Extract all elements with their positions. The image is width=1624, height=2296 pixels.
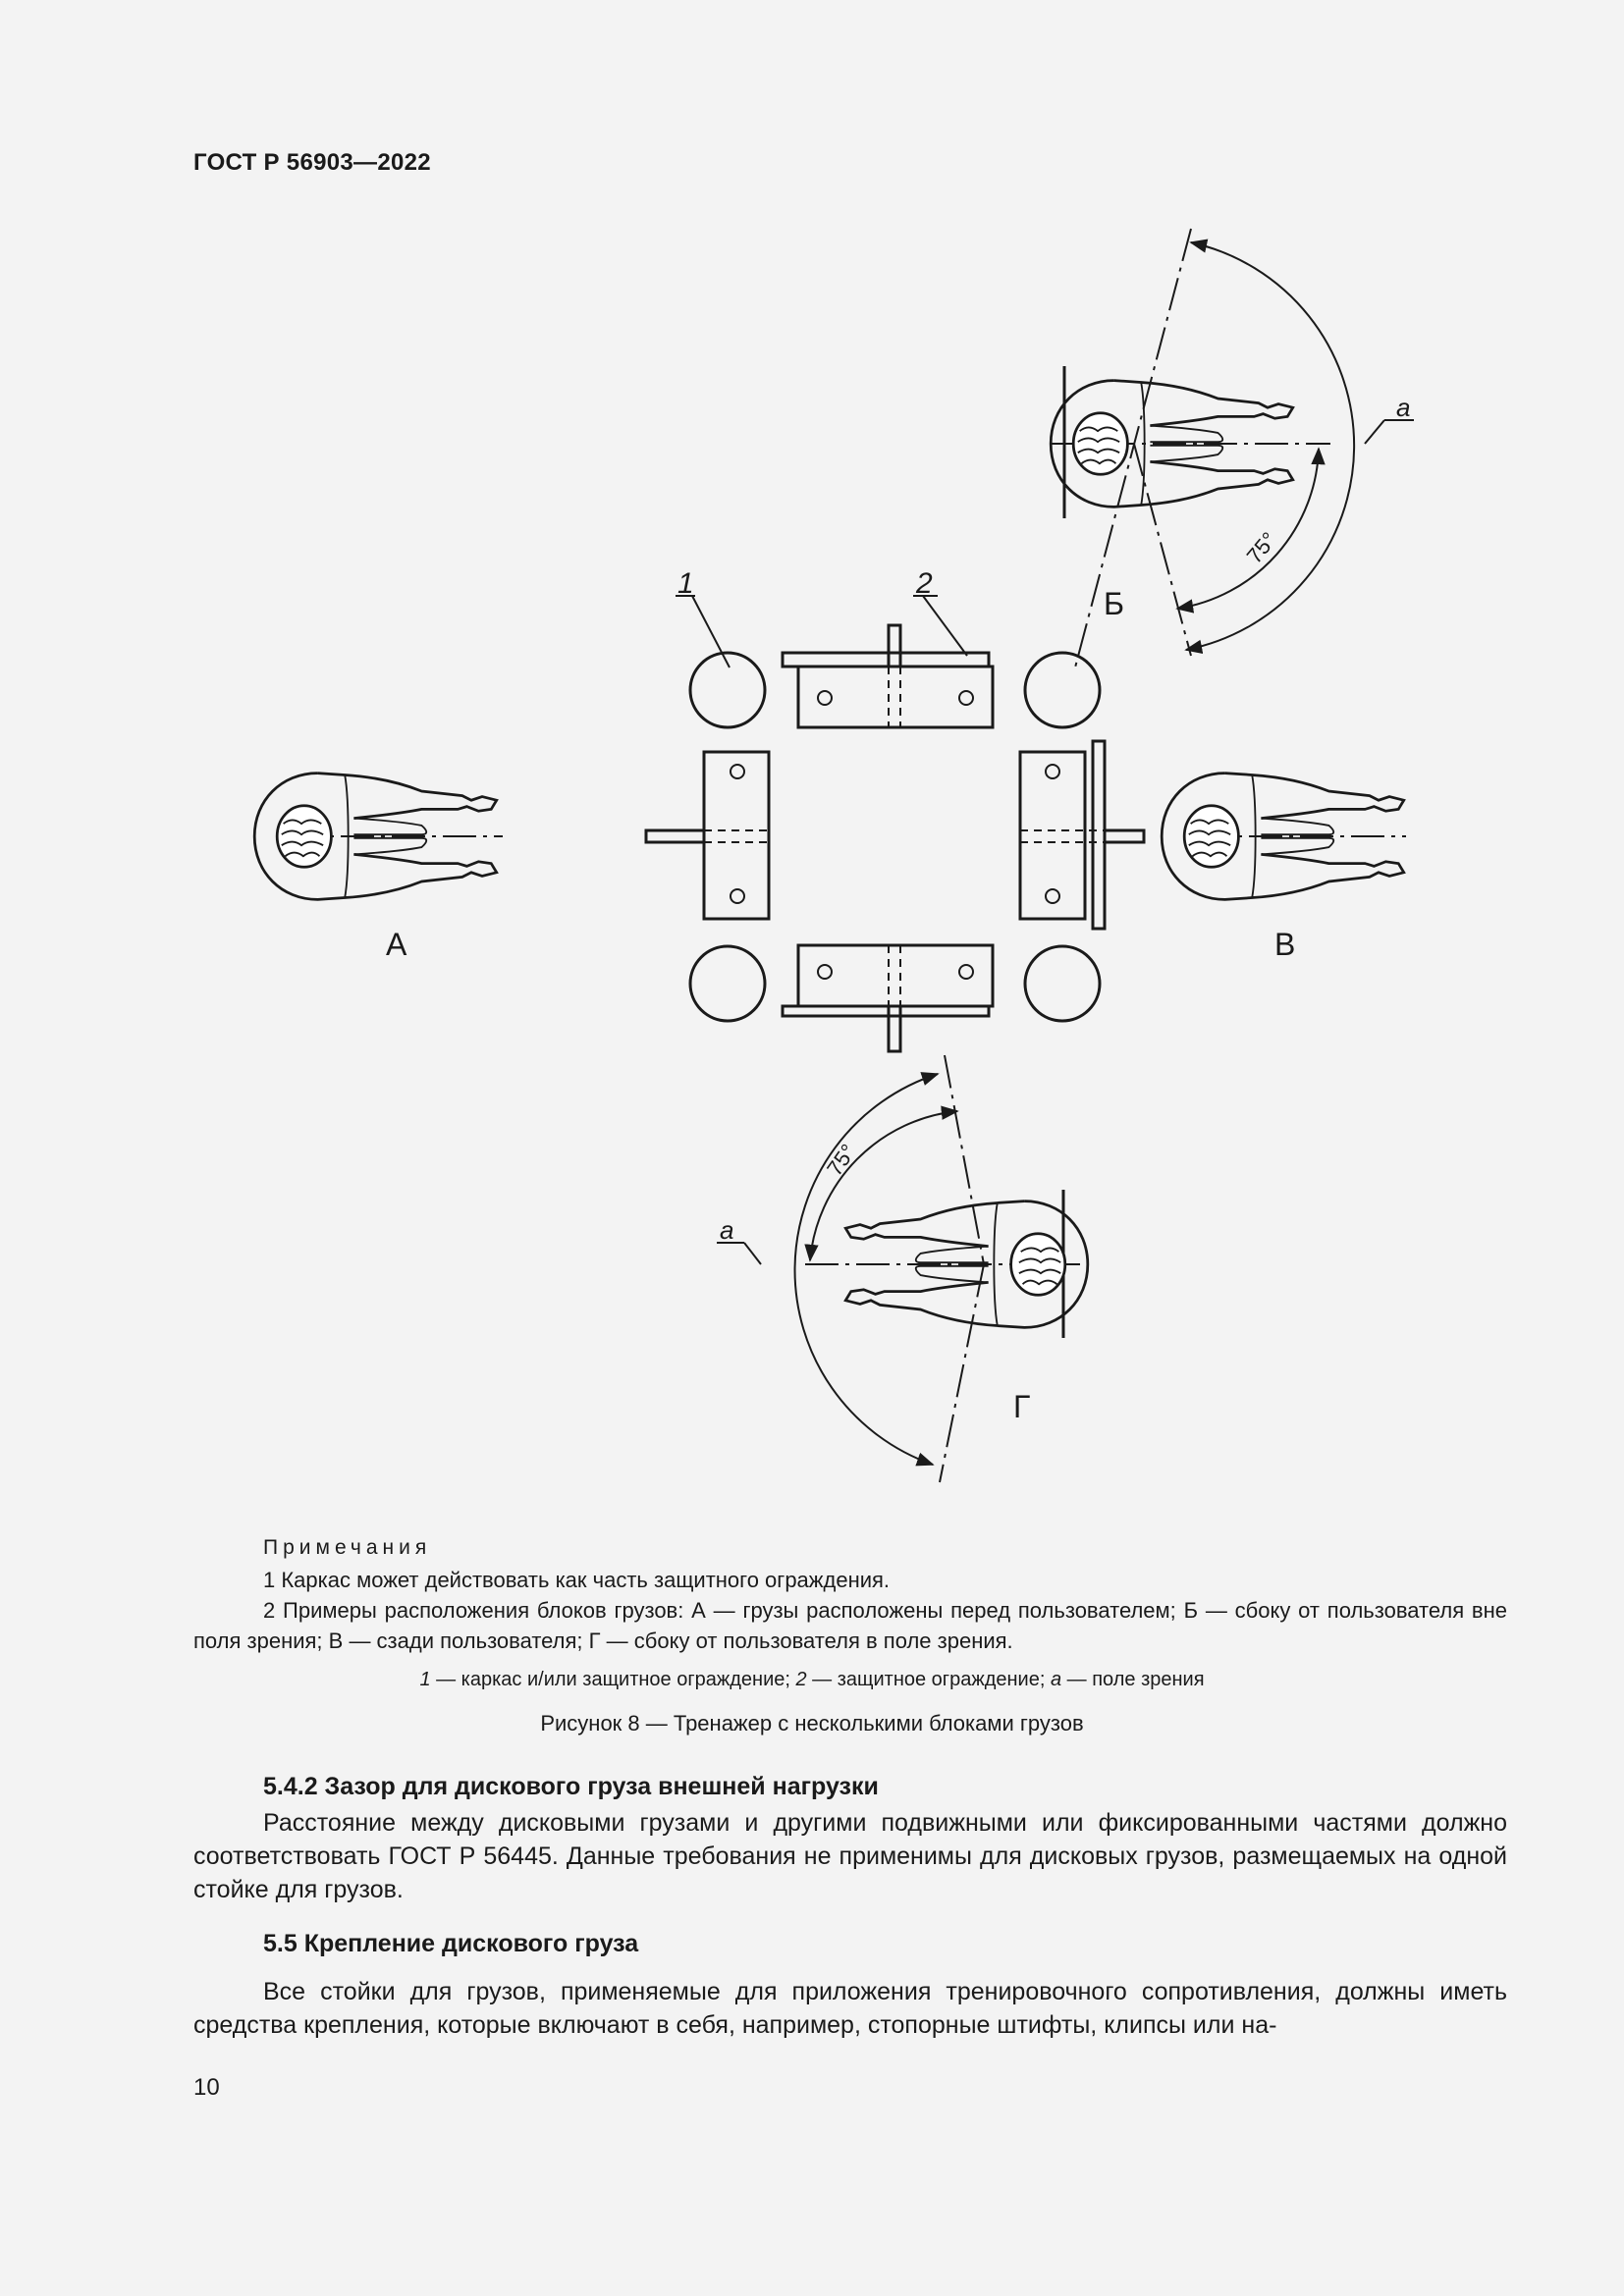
position-label-g: Г	[1013, 1389, 1031, 1424]
weight-block-bottom	[783, 945, 993, 1051]
weight-disc-top-right	[1025, 653, 1100, 727]
document-header: ГОСТ Р 56903—2022	[193, 149, 431, 176]
legend-key-2: 2	[795, 1669, 807, 1690]
page-number: 10	[193, 2074, 220, 2101]
angle-arc-b	[1177, 449, 1319, 609]
section-paragraph-5-4-2: Расстояние между дисковыми грузами и другими подвижными или фиксированными частями должно соответствовать ГОСТ Р 56445. Данные требования не применимы для дисковых грузов, размещаемых на одной стойке для грузов.	[193, 1809, 1507, 1903]
legend-text-a: — поле зрения	[1061, 1669, 1205, 1690]
weight-block-left	[646, 752, 769, 919]
weight-block-top	[783, 625, 993, 727]
figure-caption: Рисунок 8 — Тренажер с несколькими блоками грузов	[540, 1711, 1084, 1735]
weight-disc-bottom-right	[1025, 946, 1100, 1021]
weight-block-right	[1020, 741, 1144, 929]
note-1: 1 Каркас может действовать как часть защитного ограждения.	[263, 1568, 891, 1592]
callout-2-leader	[923, 596, 967, 656]
legend-text-2: — защитное ограждение;	[806, 1669, 1051, 1690]
callout-2-label: 2	[916, 567, 933, 600]
legend-text-1: — каркас и/или защитное ограждение;	[430, 1669, 796, 1690]
field-of-view-label-g: a	[720, 1215, 734, 1245]
field-of-view-label-b: a	[1396, 393, 1411, 422]
position-label-v: В	[1274, 927, 1296, 962]
weight-disc-bottom-left	[690, 946, 765, 1021]
legend-key-1: 1	[419, 1669, 431, 1690]
position-label-b: Б	[1104, 586, 1124, 621]
angle-label-b: 75°	[1241, 527, 1282, 568]
section-paragraph-5-5: Все стойки для грузов, применяемые для приложения тренировочного сопротивления, должны иметь средства крепления, которые включают в себя, например, стопорные штифты, клипсы или на-	[193, 1978, 1507, 2039]
notes-title: Примечания	[263, 1536, 432, 1559]
position-label-a: А	[386, 927, 407, 962]
section-heading-5-5: 5.5 Крепление дискового груза	[263, 1930, 639, 1957]
callout-1-label: 1	[677, 567, 694, 600]
section-heading-5-4-2: 5.4.2 Зазор для дискового груза внешней нагрузки	[263, 1773, 879, 1800]
figure-legend	[0, 1669, 1624, 1691]
angle-label-g: 75°	[822, 1139, 861, 1181]
legend-key-a: а	[1050, 1669, 1062, 1690]
note-2: 2 Примеры расположения блоков грузов: А — грузы расположены перед пользователем; Б — сбоку от пользователя вне поля зрения; В — сзади пользователя; Г — сбоку от пользователя в поле зрения.	[193, 1598, 1507, 1653]
